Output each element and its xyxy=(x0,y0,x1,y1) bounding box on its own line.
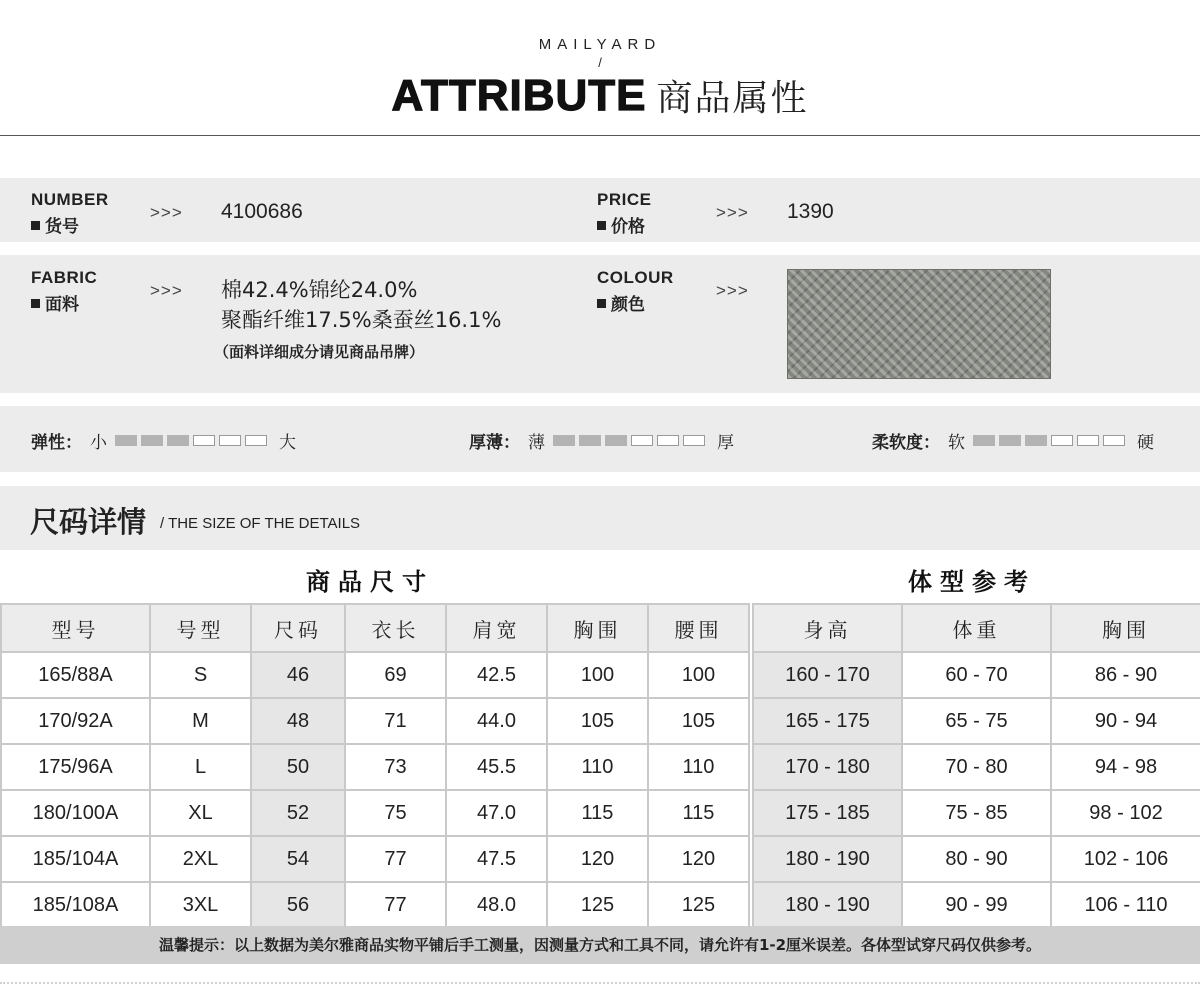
scale-high-label: 大 xyxy=(279,433,296,453)
table-cell: 3XL xyxy=(150,882,251,928)
scale-block-empty xyxy=(631,435,653,446)
table-cell: 180 - 190 xyxy=(753,836,902,882)
table-row xyxy=(753,836,1200,882)
price-label-cn: 价格 xyxy=(597,212,651,237)
table-cell: 77 xyxy=(345,836,446,882)
scale-name: 弹性： xyxy=(31,433,82,453)
table-cell: XL xyxy=(150,790,251,836)
table-cell: 2XL xyxy=(150,836,251,882)
column-header: 身高 xyxy=(753,604,902,652)
table-cell: 165/88A xyxy=(1,652,150,698)
table-cell: 120 xyxy=(648,836,749,882)
colour-label-en: COLOUR xyxy=(597,268,674,287)
table-row xyxy=(753,882,1200,928)
price-arrows: >>> xyxy=(716,203,749,222)
scale-thickness xyxy=(469,428,734,453)
table-cell: 100 xyxy=(648,652,749,698)
table-cell: L xyxy=(150,744,251,790)
table-row xyxy=(753,744,1200,790)
scale-block-empty xyxy=(193,435,215,446)
table-cell: 100 xyxy=(547,652,648,698)
scale-blocks xyxy=(115,435,271,446)
scale-low-label: 小 xyxy=(90,433,107,453)
title-chinese: 商品属性 xyxy=(656,78,809,119)
colour-swatch xyxy=(787,269,1051,379)
scale-low-label: 软 xyxy=(948,433,965,453)
table-cell: 105 xyxy=(648,698,749,744)
table-cell: 42.5 xyxy=(446,652,547,698)
column-header: 号型 xyxy=(150,604,251,652)
fabric-composition-line1: 棉42.4%锦纶24.0% xyxy=(221,278,418,302)
table-cell: 71 xyxy=(345,698,446,744)
table-row xyxy=(1,790,749,836)
table-header-row xyxy=(1,604,749,652)
table-cell: 75 - 85 xyxy=(902,790,1051,836)
size-section-title: 尺码详情 xyxy=(30,505,147,539)
scale-name: 厚薄： xyxy=(469,433,520,453)
fabric-label-cn: 面料 xyxy=(31,290,97,315)
table-cell: 73 xyxy=(345,744,446,790)
scale-block-empty xyxy=(219,435,241,446)
scale-blocks xyxy=(553,435,709,446)
table-row xyxy=(753,698,1200,744)
scale-block-empty xyxy=(657,435,679,446)
table-cell: 80 - 90 xyxy=(902,836,1051,882)
table-cell: S xyxy=(150,652,251,698)
table-row xyxy=(1,836,749,882)
price-label-en: PRICE xyxy=(597,190,652,209)
fabric-note: （面料详细成分请见商品吊牌） xyxy=(214,343,425,361)
table-cell: 56 xyxy=(251,882,345,928)
title-english: ATTRIBUTE xyxy=(391,71,647,120)
price-label xyxy=(597,190,651,237)
table-cell: 48.0 xyxy=(446,882,547,928)
table-cell: 60 - 70 xyxy=(902,652,1051,698)
table-cell: 69 xyxy=(345,652,446,698)
table-cell: 46 xyxy=(251,652,345,698)
scale-block-empty xyxy=(1103,435,1125,446)
table-cell: 185/108A xyxy=(1,882,150,928)
footer-dotted-divider xyxy=(0,982,1200,984)
table-cell: 106 - 110 xyxy=(1051,882,1200,928)
table-cell: 160 - 170 xyxy=(753,652,902,698)
header-divider xyxy=(0,135,1200,136)
bullet-square-icon xyxy=(597,221,606,230)
number-label-en: NUMBER xyxy=(31,190,109,209)
table-cell: 120 xyxy=(547,836,648,882)
column-header: 体重 xyxy=(902,604,1051,652)
number-value: 4100686 xyxy=(221,200,303,223)
scale-name: 柔软度： xyxy=(872,433,940,453)
brand-slash: / xyxy=(598,55,602,70)
table-cell: 70 - 80 xyxy=(902,744,1051,790)
scale-high-label: 厚 xyxy=(717,433,734,453)
colour-arrows: >>> xyxy=(716,281,749,300)
footer-notice: 温馨提示：以上数据为美尔雅商品实物平铺后手工测量，因测量方式和工具不同，请允许有1-2厘米误差。各体型试穿尺码仅供参考。 xyxy=(0,926,1200,964)
colour-label-cn: 颜色 xyxy=(597,290,674,315)
table-cell: 94 - 98 xyxy=(1051,744,1200,790)
table-cell: 110 xyxy=(648,744,749,790)
body-reference-heading: 体型参考 xyxy=(908,568,1036,596)
scale-block-empty xyxy=(245,435,267,446)
table-cell: 175 - 185 xyxy=(753,790,902,836)
column-header: 尺码 xyxy=(251,604,345,652)
scale-low-label: 薄 xyxy=(528,433,545,453)
table-cell: 52 xyxy=(251,790,345,836)
table-row xyxy=(1,744,749,790)
table-header-row xyxy=(753,604,1200,652)
bullet-square-icon xyxy=(597,299,606,308)
table-cell: 45.5 xyxy=(446,744,547,790)
scale-block-filled xyxy=(167,435,189,446)
scale-block-filled xyxy=(115,435,137,446)
table-cell: M xyxy=(150,698,251,744)
column-header: 腰围 xyxy=(648,604,749,652)
table-cell: 105 xyxy=(547,698,648,744)
fabric-arrows: >>> xyxy=(150,281,183,300)
table-cell: 47.5 xyxy=(446,836,547,882)
scale-elasticity xyxy=(31,428,296,453)
colour-label xyxy=(597,268,674,315)
scale-block-empty xyxy=(1077,435,1099,446)
table-cell: 86 - 90 xyxy=(1051,652,1200,698)
body-reference-table xyxy=(752,603,1200,929)
bullet-square-icon xyxy=(31,221,40,230)
table-cell: 54 xyxy=(251,836,345,882)
price-value: 1390 xyxy=(787,200,834,223)
table-cell: 102 - 106 xyxy=(1051,836,1200,882)
table-cell: 47.0 xyxy=(446,790,547,836)
table-cell: 44.0 xyxy=(446,698,547,744)
table-cell: 180 - 190 xyxy=(753,882,902,928)
table-cell: 125 xyxy=(648,882,749,928)
scale-high-label: 硬 xyxy=(1137,433,1154,453)
scale-blocks xyxy=(973,435,1129,446)
table-row xyxy=(753,790,1200,836)
table-cell: 125 xyxy=(547,882,648,928)
column-header: 型号 xyxy=(1,604,150,652)
scale-block-empty xyxy=(683,435,705,446)
table-cell: 170/92A xyxy=(1,698,150,744)
scale-block-filled xyxy=(605,435,627,446)
fabric-label xyxy=(31,268,97,315)
table-cell: 110 xyxy=(547,744,648,790)
scale-block-empty xyxy=(1051,435,1073,446)
table-row xyxy=(1,652,749,698)
column-header: 肩宽 xyxy=(446,604,547,652)
product-size-table xyxy=(0,603,750,929)
number-label xyxy=(31,190,109,237)
table-cell: 90 - 94 xyxy=(1051,698,1200,744)
size-section-subtitle: / THE SIZE OF THE DETAILS xyxy=(160,515,361,532)
number-arrows: >>> xyxy=(150,203,183,222)
table-cell: 115 xyxy=(648,790,749,836)
column-header: 胸围 xyxy=(1051,604,1200,652)
scale-block-filled xyxy=(553,435,575,446)
fabric-label-en: FABRIC xyxy=(31,268,98,287)
table-cell: 65 - 75 xyxy=(902,698,1051,744)
scale-softness xyxy=(872,428,1154,453)
product-size-heading: 商品尺寸 xyxy=(306,568,434,596)
table-row xyxy=(1,698,749,744)
column-header: 衣长 xyxy=(345,604,446,652)
table-cell: 115 xyxy=(547,790,648,836)
scale-block-filled xyxy=(1025,435,1047,446)
table-cell: 98 - 102 xyxy=(1051,790,1200,836)
table-cell: 90 - 99 xyxy=(902,882,1051,928)
table-row xyxy=(1,882,749,928)
bullet-square-icon xyxy=(31,299,40,308)
table-cell: 75 xyxy=(345,790,446,836)
page-title xyxy=(0,70,1200,121)
scale-block-filled xyxy=(579,435,601,446)
fabric-composition-line2: 聚酯纤维17.5%桑蚕丝16.1% xyxy=(221,308,502,332)
table-cell: 77 xyxy=(345,882,446,928)
table-cell: 165 - 175 xyxy=(753,698,902,744)
scale-block-filled xyxy=(999,435,1021,446)
table-cell: 185/104A xyxy=(1,836,150,882)
table-row xyxy=(753,652,1200,698)
brand-name: MAILYARD xyxy=(538,36,662,53)
table-cell: 170 - 180 xyxy=(753,744,902,790)
table-cell: 175/96A xyxy=(1,744,150,790)
table-cell: 48 xyxy=(251,698,345,744)
table-cell: 50 xyxy=(251,744,345,790)
scale-block-filled xyxy=(141,435,163,446)
number-label-cn: 货号 xyxy=(31,212,109,237)
column-header: 胸围 xyxy=(547,604,648,652)
scale-block-filled xyxy=(973,435,995,446)
table-cell: 180/100A xyxy=(1,790,150,836)
